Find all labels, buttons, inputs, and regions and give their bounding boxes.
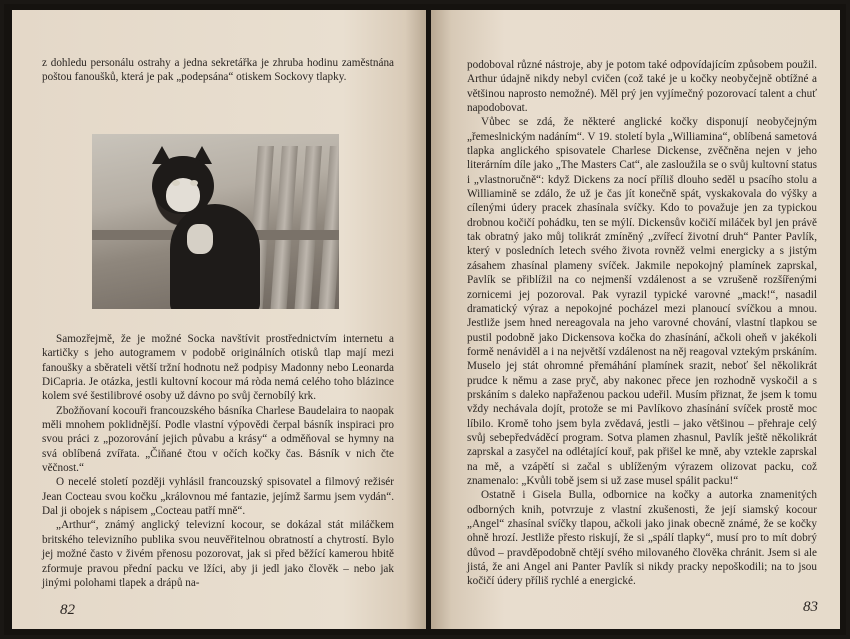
left-page bbox=[12, 10, 426, 629]
left-body-text bbox=[42, 332, 394, 590]
cat-eye bbox=[190, 180, 198, 186]
right-body-text bbox=[467, 58, 817, 589]
paragraph: O necelé století později vyhlásil francouzský spisovatel a filmový režisér Jean Cocteau svou kočku „královnou mé fantazie, jejímž šarmu jsem vydán“. Dal ji obojek s nápisem „Cocteau patří mně“. bbox=[42, 476, 394, 518]
left-intro-text bbox=[42, 56, 394, 85]
paragraph: Zbožňovaní kocouři francouzského básníka Charlese Baudelaira to naopak měli mnohem poklidnější. Podle vlastní výpovědi čerpal básník inspiraci pro svou práci z „pozorování jejich půvabu a krásy“ a odměňoval se hymny na svá oblíbená zvířata. „Čiňané čtou v očích kočky čas. Básník v nich čte věčnost.“ bbox=[42, 404, 394, 475]
cat-body bbox=[170, 204, 260, 309]
paragraph: Ostatně i Gisela Bulla, odbornice na kočky a autorka znamenitých odborných knih, potvrzuje z vlastní zkušenosti, že její siamský kocour „Angel“ zhasínal svíčky tlapou, ačkoli jako jinak obecně známé, že se kočky ohně hrozí. Jestliže přesto riskují, že si „spálí tlapky“, musí pro to mít dobrý důvod – pravděpodobně chtějí svého milovaného člověka chránit. Jsem si ale jistá, že ani Angel ani Panter Pavlík si nikdy pracky nepoškodili; na to jsou kočičí údery příliš rychlé a energické. bbox=[467, 489, 817, 588]
left-intro-paragraph: z dohledu personálu ostrahy a jedna sekretářka je zhruba hodinu zaměstnána poštou fanoušků, která je pak „podepsána“ otiskem Sockovy tlapky. bbox=[42, 57, 394, 84]
fence-plank bbox=[294, 146, 322, 309]
right-page bbox=[431, 10, 840, 629]
page-number-left: 82 bbox=[60, 602, 75, 618]
right-intro-paragraph: podoboval různé nástroje, aby je potom také odpovídajícím způsobem použil. Arthur údajně nikdy nebyl cvičen (což také je u kočky neobyčejně obtížné a většinou naprosto nemožné). Měl prý jen vyjímečný pozorovací talent a chuť napodobovat. bbox=[467, 59, 817, 115]
cat-chest bbox=[187, 224, 213, 254]
cat-photo bbox=[92, 134, 339, 309]
page-number-right: 83 bbox=[803, 599, 818, 615]
paragraph: „Arthur“, známý anglický televizní kocour, se dokázal stát miláčkem britského televizního publika svou neuvěřitelnou obratností a chytrostí. Bylo jej možné často v živém přenosu pozorovat, jak si před běžící kamerou hbitě zformuje pravou přední packu ve lžíci, aby ji jedl jako člověk – nebo jak jinými polohami tlapek a drápů na- bbox=[42, 519, 394, 589]
paragraph: Samozřejmě, že je možné Socka navštívit prostřednictvím internetu a kartičky s jeho autogramem v podobě originálních otisků tlap mají mezi fanoušky a sběrateli větší tržní hodnotu než podpisy Madonny nebo Leonarda DiCapria. Je otázka, jestli kultovní kocour má ròda nemá celého toho blázince kolem své šestilibrové osoby už dávno po svůj černobílý krk. bbox=[42, 333, 394, 403]
book-spread bbox=[4, 4, 846, 635]
paragraph: Vůbec se zdá, že některé anglické kočky disponují neobyčejným „řemeslnickým nadáním“. V 19. století byla „Williamina“, oblíbená sametová tlapka anglického spisovatele Charlese Dickense, zvěčněna nejen v jeho literárním díle jako „The Masters Cat“, ale zasloužila se o svůj kultovní status i „vlastnoručně“: když Dickens za nocí příliš dlouho seděl u psacího stolu a Williamině se zdálo, že už je čas jít konečně spát, vyskakovala do výšky a cílenými údery pracek zhasínala svíčky. Kdo to považuje jen za typickou drobnou kočičí pohádku, ten se mýlí. Dickensův kočičí miláček byl jen právě tak obratný jako můj tolikrát zmíněný „zvířecí životní druh“ Panter Pavlík, který v posledních letech svého života rovněž velmi energicky a s jistým zásahem zhasínal plameny svíček. Jakmile nepokojný plamínek zaprskal, Pavlík se přiblížil na co nejmenší vzdálenost a se vzrušeně rozšířenými zornicemi jej pozoroval. Pak vyrazil typické varovné „mack!“, nasadil dramatický výraz a nepokojné pocházel mezi planoucí svíčkou a mnou. Jestliže jsem hned nereagovala na jeho varovné chování, vlastní tlapkou se pustil podobně jako Dickensova kočka do zhasínání, ačkoli oheň v jakékoli formě nenáviděl a i na největší vzdálenost na něj reagoval vztekým prskáním. Muselo jej stát ohromné přemáhání plamínek srazit, neboť šel několikrát prudce k němu a zase pryč, aby nakonec přece jen rozhodně vyskočil a s prskáním s daleko napřaženou packou udeřil. Musím přiznat, že jsem k tomu vždy nechávala dojít, protože se mi Pavlíkovo zhasínání svíček prostě moc líbilo. Kromě toho jsem byla zvědavá, jestli – jako většinou – přehraje celý svůj sebepředváděcí program. Sotva plamen zhasnul, Pavlík ještě několikrát zaprskal a zasyčel na odlétající kouř, pak přišel ke mně, aby vztekle zaprskal na mě, a vzápětí si začal s ublíženým výrazem olizovat packu, což znamenalo: „Kvůli tobě jsem si už zase musel spálit packu!“ bbox=[467, 116, 817, 487]
fence-plank bbox=[318, 146, 339, 309]
fence-plank bbox=[270, 146, 298, 309]
cat-eye bbox=[172, 180, 180, 186]
